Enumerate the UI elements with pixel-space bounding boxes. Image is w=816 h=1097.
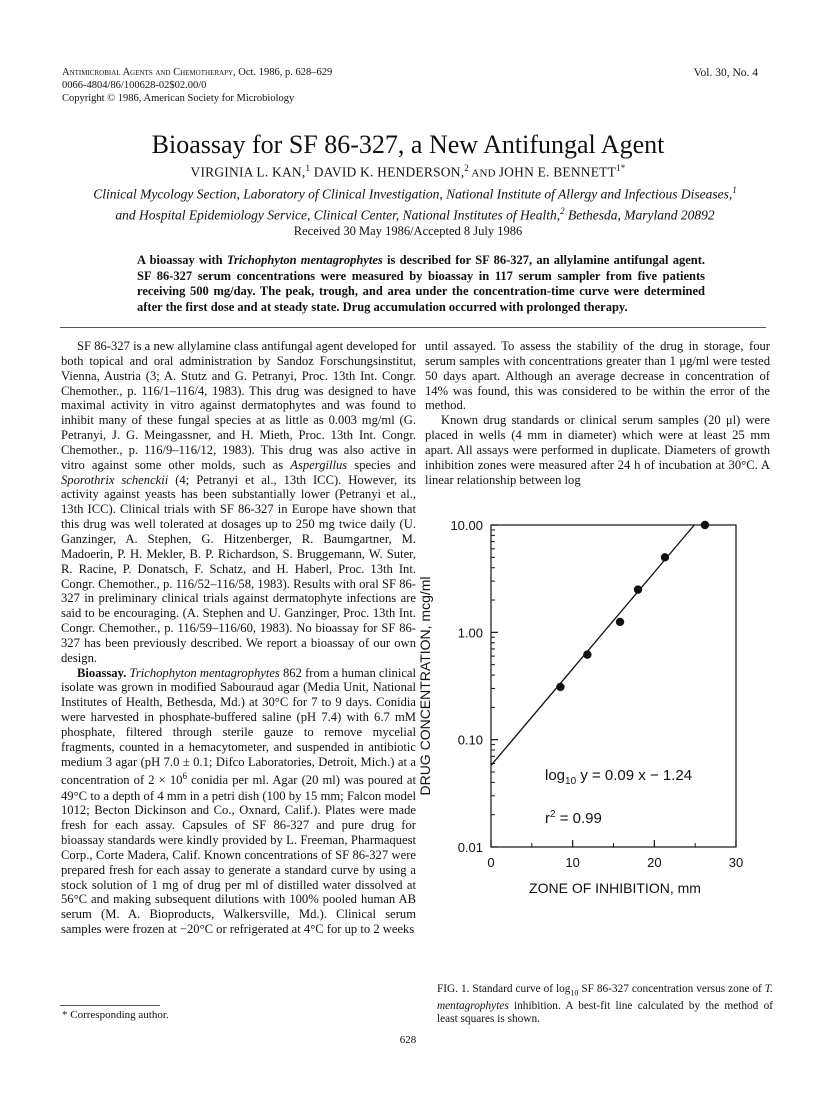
affiliation-1-sup: 1 xyxy=(732,185,737,195)
abstract-organism: Trichophyton mentagrophytes xyxy=(226,253,383,267)
author-2: DAVID K. HENDERSON, xyxy=(310,164,465,180)
storage-paragraph: until assayed. To assess the stability of the drug in storage, four serum samples with concentrations greater than 1 μg/ml were tested 50 days apart. Although an average decrease in concentration of 14% was found, this was considered to be within the error of the method. xyxy=(425,339,770,413)
r-squared-label: r xyxy=(545,810,550,827)
data-point xyxy=(634,585,642,593)
standards-paragraph: Known drug standards or clinical serum samples (20 μl) were placed in wells (4 mm in diameter) which were at least 25 mm apart. All assays were performed in duplicate. Diameters of growth inhibition zones were measured after 24 h of incubation at 30°C. A linear relationship between log xyxy=(425,413,770,487)
data-point xyxy=(556,683,564,691)
y-tick-label: 0.10 xyxy=(457,732,483,748)
affiliations xyxy=(75,182,755,223)
caption-text-2: SF 86-327 concentration versus zone of xyxy=(578,983,765,995)
abstract-text-1: A bioassay with xyxy=(137,253,227,267)
author-1: VIRGINIA L. KAN, xyxy=(190,164,306,180)
footnote: * Corresponding author. xyxy=(62,1009,169,1021)
y-tick-label: 10.00 xyxy=(450,518,483,533)
bioassay-sup: 6 xyxy=(182,771,187,782)
figure-caption xyxy=(437,983,773,1027)
bioassay-heading: Bioassay. xyxy=(77,665,127,680)
author-2-sup: 2 xyxy=(464,163,469,173)
caption-organism: T. mentagrophytes xyxy=(437,983,774,1012)
equation-sub: 10 xyxy=(565,776,577,787)
x-tick-label: 10 xyxy=(565,855,580,870)
volume-issue: Vol. 30, No. 4 xyxy=(693,67,758,79)
journal-header xyxy=(62,67,332,79)
article-title: Bioassay for SF 86-327, a New Antifungal Agent xyxy=(151,130,665,159)
bioassay-organism: Trichophyton mentagrophytes xyxy=(129,665,280,680)
data-point xyxy=(661,553,669,561)
abstract xyxy=(137,253,705,315)
author-3-sup: 1* xyxy=(616,163,626,173)
data-point xyxy=(701,521,709,529)
copyright: Copyright © 1986, American Society for Microbiology xyxy=(62,93,295,104)
intro-aspergillus: Aspergillus xyxy=(290,457,348,472)
footnote-rule xyxy=(60,1005,160,1006)
fit-equation xyxy=(545,767,692,787)
intro-text-2: species and xyxy=(347,457,416,472)
author-3: JOHN E. BENNETT xyxy=(498,164,617,180)
x-axis-label: ZONE OF INHIBITION, mm xyxy=(529,880,701,896)
abstract-text-2: is described for SF 86-327, an allylamine antifungal agent. SF 86-327 serum concentrations were measured by bioassay in 117 serum sampler from five patients receiving 500 mg/day. The peak, trough, and area under the concentration-time curve were determined after the first dose and at steady state. Drug accumulation occurred with prolonged therapy. xyxy=(137,253,706,314)
received-dates: Received 30 May 1986/Accepted 8 July 1986 xyxy=(293,224,523,238)
journal-name: Antimicrobial Agents and Chemotherapy xyxy=(62,67,234,78)
bioassay-text-2: conidia per ml. Agar (20 ml) was poured at 49°C to a depth of 4 mm in a petri dish (100 by 15 mm; Falcon model 1012; Becton Dickinson and Co., Oxnard, Calif.). Plates were made fresh for each assay. Capsules of SF 86-327 and pure drug for bioassay standards were kindly provided by L. Freeman, Pharmaquest Corp., Corte Madera, Calif. Known concentrations of SF 86-327 were prepared fresh for each assay to generate a standard curve by using a stock solution of 1 mg of drug per ml of distilled water dissolved at 56°C and making subsequent dilutions with 100% pooled human AB serum (M. A. Bioproducts, Walkersville, Md.). Clinical serum samples were frozen at −20°C or refrigerated at 4°C for up to 2 weeks xyxy=(61,773,416,937)
plot-frame xyxy=(491,525,736,847)
r-squared-value: = 0.99 xyxy=(555,810,602,827)
y-tick-label: 0.01 xyxy=(457,840,483,855)
right-column xyxy=(425,339,770,487)
journal-date-pages: , Oct. 1986, p. 628–629 xyxy=(233,67,333,78)
x-tick-label: 30 xyxy=(728,855,744,870)
caption-text-3: inhibition. A best-fit line calculated by the method of least squares is shown. xyxy=(437,999,773,1026)
bioassay-paragraph xyxy=(61,666,416,937)
section-divider xyxy=(60,327,766,328)
affiliation-2-location: Bethesda, Maryland 20892 xyxy=(564,207,715,222)
x-tick-label: 0 xyxy=(487,855,495,870)
intro-sporothrix: Sporothrix schenckii xyxy=(61,472,169,487)
page-number: 628 xyxy=(399,1034,417,1046)
bioassay-text-1: 862 from a human clinical isolate was grown in modified Sabouraud agar (Media Unit, National Institutes of Health, Bethesda, Md.) at 30°C for 7 to 9 days. Conidia were harvested in phosphate-buffered saline (pH 7.4) with 6.7 mM phosphate, filtered through sterile gauze to remove mycelial fragments, counted in a hemacytometer, and suspended in antibiotic medium 3 agar (pH 7.0 ± 0.1; Difco Laboratories, Detroit, Mich.) at a concentration of 2 × 10 xyxy=(61,665,416,788)
y-tick-label: 1.00 xyxy=(457,625,483,641)
caption-label: FIG. 1. xyxy=(437,983,470,995)
equation-body: y = 0.09 x − 1.24 xyxy=(576,767,693,784)
affiliation-1: Clinical Mycology Section, Laboratory of Clinical Investigation, National Institute of Allergy and Infectious Diseases, xyxy=(93,186,733,202)
author-list xyxy=(0,163,816,181)
caption-text-1: Standard curve of log xyxy=(469,983,571,995)
left-column xyxy=(61,339,416,937)
standard-curve-chart xyxy=(405,505,775,980)
intro-text-1: SF 86-327 is a new allylamine class antifungal agent developed for both topical and oral administration by Sandoz Forschungsinstitut, Vienna, Austria (3; A. Stutz and G. Petranyi, Proc. 13th Int. Congr. Chemother., p. 116/1–116/4, 1983). This drug was designed to have maximal activity in vitro against dermatophytes and was found to inhibit many of these fungal species at as little as 0.003 mg/ml (G. Petranyi, J. G. Meingassner, and H. Mieth, Proc. 13th Int. Congr. Chemother., p. 116/9–116/12, 1983). This drug was also active in vitro against some other molds, such as xyxy=(61,339,416,472)
author-and: AND xyxy=(468,167,499,180)
r-squared xyxy=(545,809,602,827)
affiliation-2: and Hospital Epidemiology Service, Clinical Center, National Institutes of Health, xyxy=(115,207,561,222)
x-tick-label: 20 xyxy=(647,855,662,870)
r-squared-sup: 2 xyxy=(550,809,556,820)
article-code: 0066-4804/86/100628-02$02.00/0 xyxy=(62,80,207,91)
intro-text-3: (4; Petranyi et al., 13th ICC). However, its activity against yeasts has been substantially lower (Petranyi et al., 13th ICC). Clinical trials with SF 86-327 in Europe have shown that this drug was well tolerated at dosages up to 250 mg twice daily (U. Ganzinger, A. Stephen, G. Hitzenberger, R. Baumgartner, M. Madoerin, P. H. Mekler, B. P. Richardson, S. Bruggemann, W. Suter, R. Racine, P. Donatsch, F. Schatz, and H. Haberl, Proc. 13th Int. Congr. Chemother., p. 116/52–116/58, 1983). Results with oral SF 86-327 in preliminary clinical trials against dermatophyte infections are said to be encouraging. (A. Stephen and U. Ganzinger, Proc. 13th Int. Congr. Chemother., p. 116/59–116/60, 1983). No bioassay for SF 86-327 has been previously described. We report a bioassay of our own design. xyxy=(61,472,416,665)
caption-sub: 10 xyxy=(570,988,579,998)
data-point xyxy=(583,650,591,658)
affiliation-2-sup: 2 xyxy=(560,205,565,216)
equation-log: log xyxy=(545,767,566,784)
data-point xyxy=(616,618,624,626)
author-1-sup: 1 xyxy=(305,163,311,173)
intro-paragraph xyxy=(61,339,416,666)
y-axis-label: DRUG CONCENTRATION, mcg/ml xyxy=(417,576,433,796)
